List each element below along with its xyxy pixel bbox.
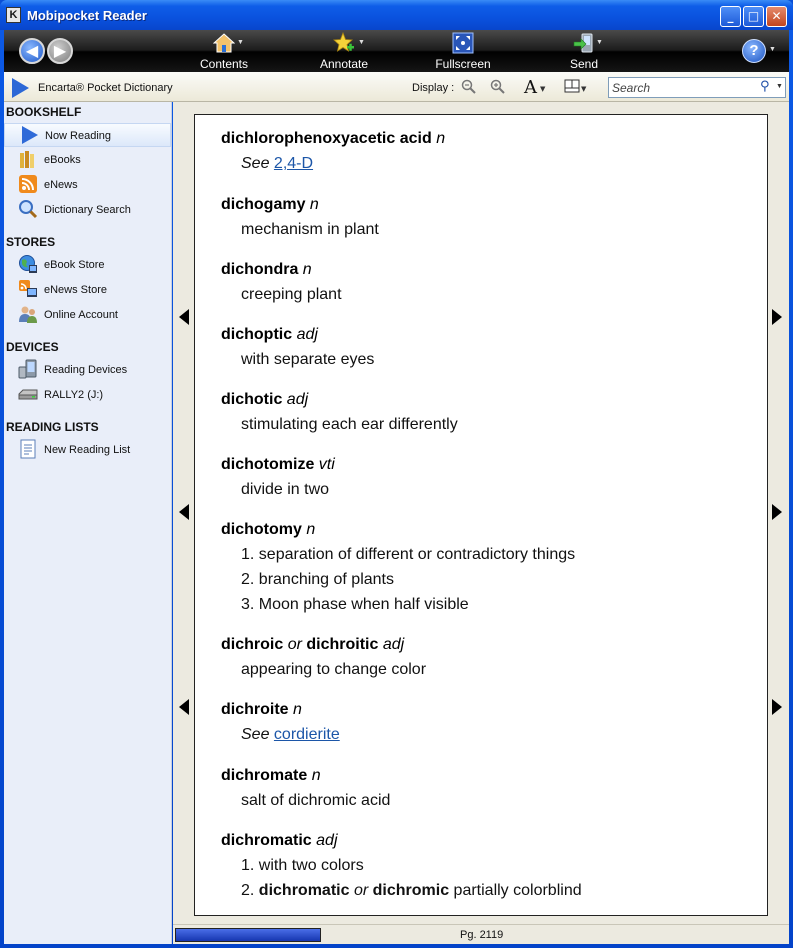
entry-headword: dichogamy n [221, 196, 319, 213]
annotate-label: Annotate [319, 57, 369, 71]
zoom-out-icon[interactable] [461, 79, 477, 99]
app-icon: K [6, 7, 21, 23]
entry-definition: See cordierite [241, 726, 340, 743]
reading-lists-header: READING LISTS [6, 420, 99, 434]
entry-definition: 3. Moon phase when half visible [241, 596, 469, 613]
entry-definition: divide in two [241, 481, 330, 498]
display-label: Display : [412, 82, 455, 94]
dictionary-entry [221, 325, 761, 369]
entry-definition: See 2,4-D [241, 155, 314, 172]
maximize-button[interactable]: □ [743, 6, 764, 27]
dictionary-entry [221, 129, 761, 173]
entry-definition: 1. separation of different or contradictory things [241, 546, 576, 563]
entry-definition: mechanism in plant [241, 221, 379, 238]
sidebar-item-label: eNews [44, 179, 78, 191]
title-bar [0, 0, 793, 30]
sidebar-item-new-reading-list[interactable] [4, 438, 171, 462]
entry-headword: dichromate n [221, 767, 321, 784]
annotate-button[interactable] [313, 32, 375, 70]
dictionary-entry [221, 390, 761, 434]
play-icon [18, 125, 40, 147]
dictionary-entry [221, 260, 761, 304]
sidebar-item-label: Online Account [44, 309, 118, 321]
sidebar-item-now-reading[interactable] [4, 123, 171, 147]
next-page-arrow-icon[interactable] [772, 309, 782, 325]
devices-header: DEVICES [6, 340, 59, 354]
search-box[interactable] [608, 77, 786, 98]
device-icon [17, 359, 39, 381]
book-header [4, 72, 789, 102]
entry-definition: creeping plant [241, 286, 342, 303]
fullscreen-button[interactable] [430, 32, 496, 70]
stores-header: STORES [6, 235, 56, 249]
play-icon [12, 78, 29, 98]
entry-definition: with separate eyes [241, 351, 375, 368]
entry-headword: dichotic adj [221, 391, 309, 408]
sidebar-item-ebook-store[interactable] [4, 253, 171, 277]
sidebar-item-dictionary-search[interactable] [4, 198, 171, 222]
sidebar [4, 102, 172, 944]
cross-reference-link[interactable]: 2,4-D [273, 155, 314, 172]
previous-page-arrow-icon[interactable] [179, 504, 189, 520]
book-page [194, 114, 768, 916]
ebooks-icon [17, 149, 39, 171]
search-input[interactable] [612, 80, 757, 95]
window-title: Mobipocket Reader [27, 8, 147, 23]
sidebar-item-reading-devices[interactable] [4, 358, 171, 382]
dictionary-entry [221, 195, 761, 239]
entry-headword: dichlorophenoxyacetic acid n [221, 130, 446, 147]
book-title: Encarta® Pocket Dictionary [38, 82, 173, 94]
previous-page-arrow-icon[interactable] [179, 309, 189, 325]
sidebar-item-label: New Reading List [44, 444, 131, 456]
entry-definition: stimulating each ear differently [241, 416, 458, 433]
search-icon[interactable]: ⚲ [760, 79, 770, 94]
sidebar-item-label: Now Reading [45, 130, 112, 142]
forward-button[interactable]: ▶ [47, 38, 73, 64]
reading-pane [173, 102, 789, 924]
zoom-in-icon[interactable] [490, 79, 506, 99]
send-device-icon [573, 32, 595, 54]
entry-headword: dichroic or dichroitic adj [221, 636, 405, 653]
entry-headword: dichotomy n [221, 521, 316, 538]
list-icon [17, 439, 39, 461]
entry-definition: 2. dichromatic or dichromic partially colorblind [241, 882, 582, 899]
font-size-icon[interactable]: A [524, 77, 537, 98]
sidebar-item-label: Dictionary Search [44, 204, 131, 216]
minimize-button[interactable]: _ [720, 6, 741, 27]
sidebar-item-label: eBooks [44, 154, 81, 166]
sidebar-item-online-account[interactable] [4, 303, 171, 327]
sidebar-item-enews[interactable] [4, 173, 171, 197]
sidebar-item-label: Reading Devices [44, 364, 128, 376]
sidebar-item-enews-store[interactable] [4, 278, 171, 302]
entry-definition: 2. branching of plants [241, 571, 394, 588]
globe-icon [17, 254, 39, 276]
previous-page-arrow-icon[interactable] [179, 699, 189, 715]
contents-button[interactable] [194, 32, 254, 70]
dictionary-entry [221, 831, 761, 900]
entry-headword: dichromatic adj [221, 832, 338, 849]
back-button[interactable]: ◀ [19, 38, 45, 64]
dictionary-entry [221, 700, 761, 744]
fullscreen-icon [452, 32, 474, 54]
entry-headword: dichotomize vti [221, 456, 335, 473]
dictionary-entry [221, 455, 761, 499]
users-icon [17, 304, 39, 326]
dictionary-entry [221, 766, 761, 810]
magnifier-icon [17, 199, 39, 221]
send-button[interactable] [562, 32, 606, 70]
help-button[interactable]: ? [742, 39, 766, 63]
entry-headword: dichroite n [221, 701, 302, 718]
entry-definition: appearing to change color [241, 661, 427, 678]
help-dropdown-icon[interactable]: ▼ [769, 46, 776, 53]
drive-icon [17, 384, 39, 406]
sidebar-item-label: RALLY2 (J:) [44, 389, 104, 401]
bookshelf-header: BOOKSHELF [6, 105, 82, 119]
star-icon [333, 32, 355, 54]
main-toolbar [4, 30, 789, 72]
sidebar-item-label: eBook Store [44, 259, 105, 271]
rss-icon [17, 174, 39, 196]
fullscreen-label: Fullscreen [435, 57, 491, 71]
entry-headword: dichoptic adj [221, 326, 318, 343]
layout-dropdown-icon[interactable]: ▼ [581, 85, 587, 93]
contents-dropdown-icon[interactable]: ▼ [237, 39, 244, 46]
search-dropdown-icon[interactable]: ▼ [776, 83, 783, 90]
send-label: Send [569, 57, 599, 71]
close-button[interactable]: ✕ [766, 6, 787, 27]
next-page-arrow-icon[interactable] [772, 504, 782, 520]
send-dropdown-icon[interactable]: ▼ [596, 39, 603, 46]
dictionary-entry [221, 520, 761, 614]
page-number: Pg. 2119 [460, 929, 504, 941]
sidebar-item-rally2[interactable] [4, 383, 171, 407]
entry-headword: dichondra n [221, 261, 312, 278]
contents-label: Contents [199, 57, 249, 71]
home-icon [213, 32, 235, 54]
news-store-icon [17, 279, 39, 301]
entry-definition: 1. with two colors [241, 857, 364, 874]
dictionary-entry [221, 635, 761, 679]
next-page-arrow-icon[interactable] [772, 699, 782, 715]
status-bar [173, 924, 789, 944]
font-size-dropdown-icon[interactable]: ▼ [540, 85, 546, 93]
sidebar-item-ebooks[interactable] [4, 148, 171, 172]
sidebar-item-label: eNews Store [44, 284, 107, 296]
annotate-dropdown-icon[interactable]: ▼ [358, 39, 365, 46]
entry-definition: salt of dichromic acid [241, 792, 391, 809]
reading-progress-bar [175, 928, 321, 942]
cross-reference-link[interactable]: cordierite [273, 726, 340, 743]
layout-icon[interactable] [564, 79, 580, 97]
